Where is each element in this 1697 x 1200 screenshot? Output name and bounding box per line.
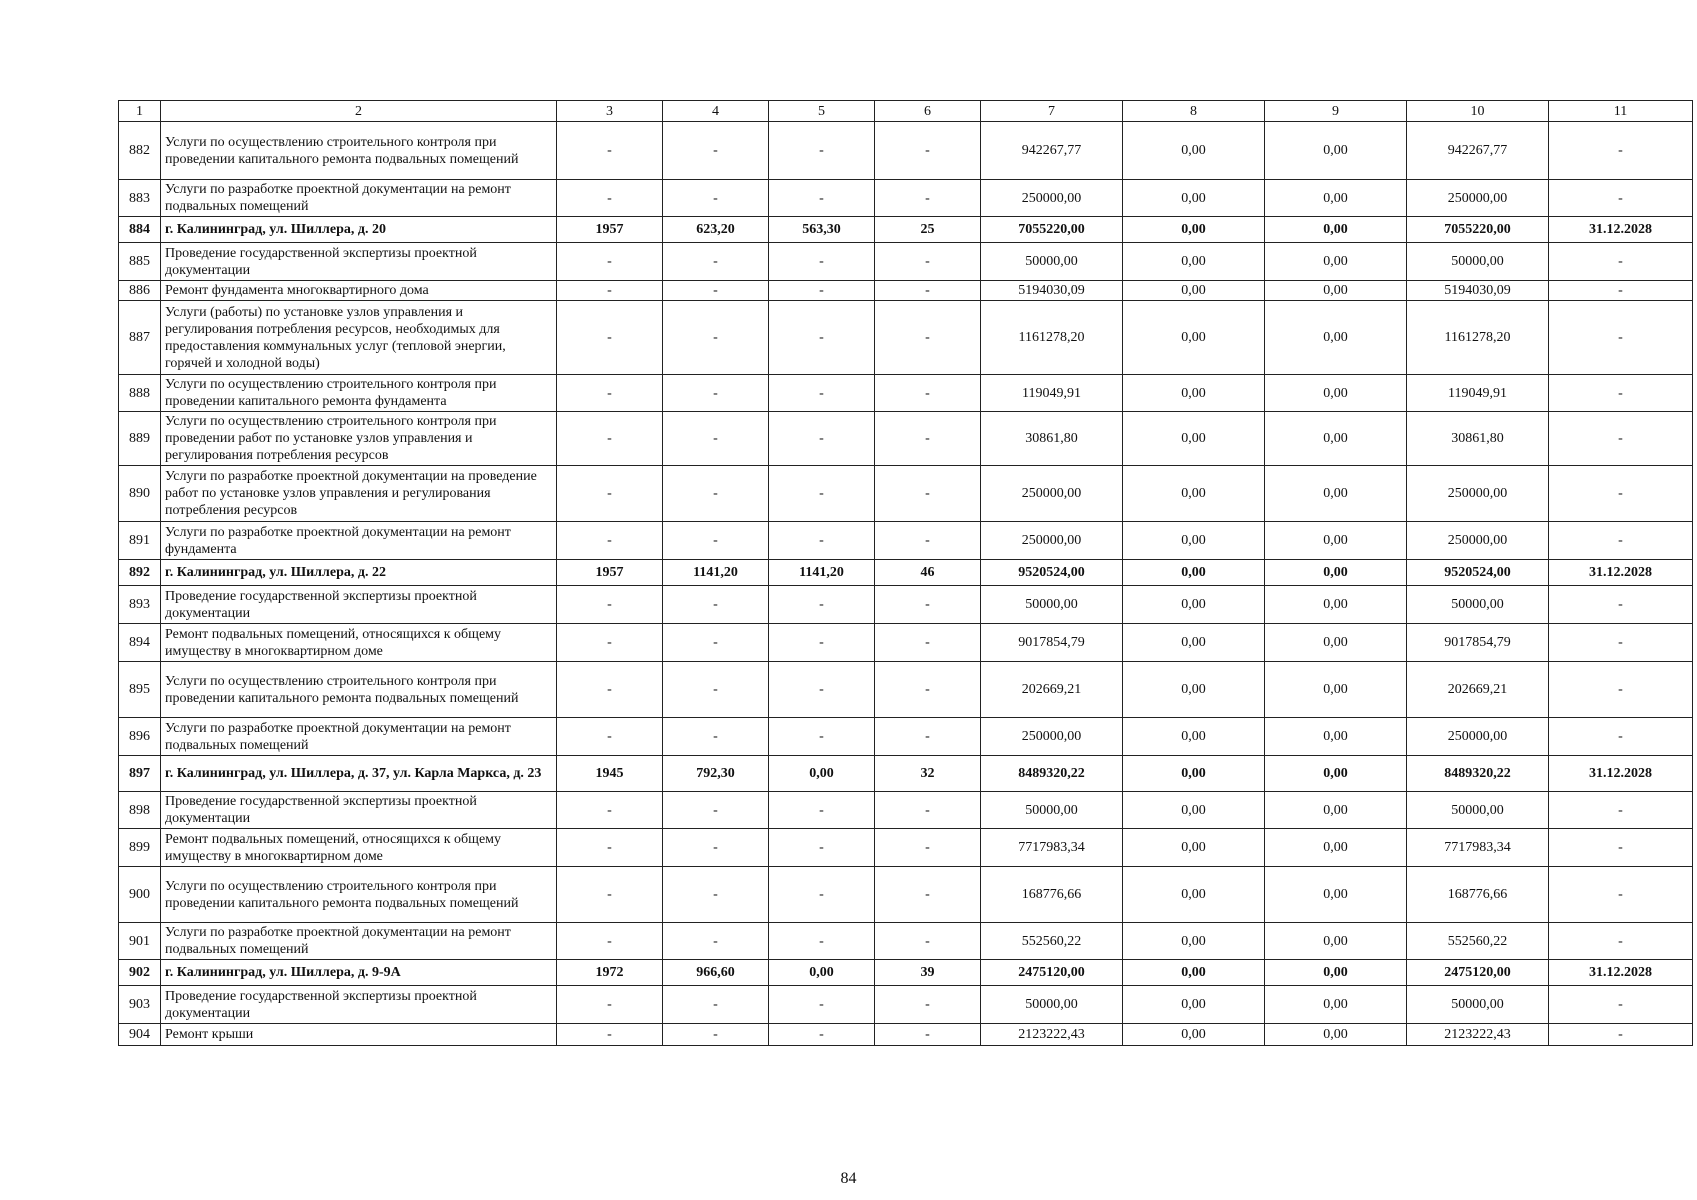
cost-fund-b-cell: 0,00 [1265, 301, 1407, 375]
cost-fund-b-cell: 0,00 [1265, 829, 1407, 867]
cost-fund-b-cell: 0,00 [1265, 281, 1407, 301]
residents-cell: 25 [875, 217, 981, 243]
cost-total-cell: 50000,00 [981, 586, 1123, 624]
area-living-cell: - [769, 792, 875, 829]
area-living-cell: - [769, 522, 875, 560]
work-item-row [119, 122, 1693, 180]
cost-owners-cell: 202669,21 [1407, 662, 1549, 718]
work-item-row [119, 301, 1693, 375]
work-item-row [119, 662, 1693, 718]
residents-cell: - [875, 281, 981, 301]
building-row [119, 756, 1693, 792]
cost-total-cell: 30861,80 [981, 412, 1123, 466]
work-item-row [119, 281, 1693, 301]
row-number-cell: 895 [119, 662, 161, 718]
year-cell: 1972 [557, 960, 663, 986]
cost-fund-b-cell: 0,00 [1265, 624, 1407, 662]
area-total-cell: - [663, 301, 769, 375]
deadline-cell: - [1549, 867, 1693, 923]
cost-fund-b-cell: 0,00 [1265, 122, 1407, 180]
area-living-cell: - [769, 867, 875, 923]
work-item-row [119, 180, 1693, 217]
row-number-cell: 899 [119, 829, 161, 867]
column-number-cell: 8 [1123, 101, 1265, 122]
description-cell: г. Калининград, ул. Шиллера, д. 20 [161, 217, 557, 243]
description-cell: г. Калининград, ул. Шиллера, д. 37, ул. Карла Маркса, д. 23 [161, 756, 557, 792]
cost-fund-a-cell: 0,00 [1123, 122, 1265, 180]
work-item-row [119, 923, 1693, 960]
cost-owners-cell: 552560,22 [1407, 923, 1549, 960]
cost-owners-cell: 50000,00 [1407, 986, 1549, 1024]
area-living-cell: - [769, 375, 875, 412]
row-number-cell: 884 [119, 217, 161, 243]
cost-owners-cell: 7717983,34 [1407, 829, 1549, 867]
cost-fund-a-cell: 0,00 [1123, 986, 1265, 1024]
deadline-cell: 31.12.2028 [1549, 960, 1693, 986]
deadline-cell: - [1549, 301, 1693, 375]
cost-total-cell: 8489320,22 [981, 756, 1123, 792]
cost-fund-a-cell: 0,00 [1123, 960, 1265, 986]
column-number-cell: 1 [119, 101, 161, 122]
deadline-cell: - [1549, 586, 1693, 624]
work-item-row [119, 1024, 1693, 1046]
area-living-cell: - [769, 243, 875, 281]
deadline-cell: - [1549, 1024, 1693, 1046]
deadline-cell: - [1549, 180, 1693, 217]
residents-cell: 39 [875, 960, 981, 986]
description-cell: Проведение государственной экспертизы проектной документации [161, 986, 557, 1024]
deadline-cell: - [1549, 412, 1693, 466]
deadline-cell: 31.12.2028 [1549, 756, 1693, 792]
area-total-cell: - [663, 180, 769, 217]
area-living-cell: - [769, 923, 875, 960]
area-total-cell: - [663, 466, 769, 522]
column-number-cell: 11 [1549, 101, 1693, 122]
cost-fund-a-cell: 0,00 [1123, 1024, 1265, 1046]
residents-cell: - [875, 923, 981, 960]
residents-cell: - [875, 586, 981, 624]
row-number-cell: 888 [119, 375, 161, 412]
year-cell: 1957 [557, 560, 663, 586]
year-cell: - [557, 624, 663, 662]
residents-cell: - [875, 301, 981, 375]
year-cell: - [557, 923, 663, 960]
deadline-cell: - [1549, 522, 1693, 560]
cost-total-cell: 5194030,09 [981, 281, 1123, 301]
row-number-cell: 901 [119, 923, 161, 960]
area-total-cell: 792,30 [663, 756, 769, 792]
area-living-cell: 1141,20 [769, 560, 875, 586]
residents-cell: - [875, 829, 981, 867]
area-total-cell: - [663, 586, 769, 624]
cost-fund-a-cell: 0,00 [1123, 243, 1265, 281]
work-item-row [119, 586, 1693, 624]
area-total-cell: 966,60 [663, 960, 769, 986]
cost-total-cell: 9017854,79 [981, 624, 1123, 662]
work-item-row [119, 412, 1693, 466]
cost-fund-a-cell: 0,00 [1123, 829, 1265, 867]
cost-owners-cell: 50000,00 [1407, 792, 1549, 829]
cost-fund-b-cell: 0,00 [1265, 986, 1407, 1024]
cost-total-cell: 119049,91 [981, 375, 1123, 412]
description-cell: Услуги по осуществлению строительного контроля при проведении капитального ремонта подвальных помещений [161, 122, 557, 180]
work-item-row [119, 624, 1693, 662]
residents-cell: - [875, 522, 981, 560]
residents-cell: - [875, 662, 981, 718]
deadline-cell: - [1549, 792, 1693, 829]
cost-fund-b-cell: 0,00 [1265, 375, 1407, 412]
residents-cell: - [875, 375, 981, 412]
column-number-cell: 5 [769, 101, 875, 122]
description-cell: Услуги по осуществлению строительного контроля при проведении капитального ремонта подвальных помещений [161, 662, 557, 718]
cost-fund-b-cell: 0,00 [1265, 560, 1407, 586]
year-cell: - [557, 281, 663, 301]
cost-fund-b-cell: 0,00 [1265, 718, 1407, 756]
area-total-cell: 623,20 [663, 217, 769, 243]
column-number-cell: 6 [875, 101, 981, 122]
deadline-cell: - [1549, 986, 1693, 1024]
area-living-cell: - [769, 829, 875, 867]
residents-cell: - [875, 243, 981, 281]
cost-owners-cell: 250000,00 [1407, 718, 1549, 756]
deadline-cell: - [1549, 375, 1693, 412]
building-row [119, 217, 1693, 243]
cost-fund-b-cell: 0,00 [1265, 243, 1407, 281]
year-cell: - [557, 586, 663, 624]
cost-owners-cell: 2123222,43 [1407, 1024, 1549, 1046]
residents-cell: - [875, 986, 981, 1024]
description-cell: Проведение государственной экспертизы проектной документации [161, 792, 557, 829]
deadline-cell: - [1549, 718, 1693, 756]
description-cell: Проведение государственной экспертизы проектной документации [161, 243, 557, 281]
cost-total-cell: 1161278,20 [981, 301, 1123, 375]
work-item-row [119, 522, 1693, 560]
cost-fund-b-cell: 0,00 [1265, 522, 1407, 560]
cost-fund-b-cell: 0,00 [1265, 960, 1407, 986]
description-cell: Ремонт подвальных помещений, относящихся к общему имуществу в многоквартирном доме [161, 829, 557, 867]
area-living-cell: - [769, 986, 875, 1024]
cost-total-cell: 942267,77 [981, 122, 1123, 180]
year-cell: - [557, 466, 663, 522]
description-cell: г. Калининград, ул. Шиллера, д. 22 [161, 560, 557, 586]
cost-owners-cell: 5194030,09 [1407, 281, 1549, 301]
year-cell: - [557, 1024, 663, 1046]
area-living-cell: - [769, 122, 875, 180]
residents-cell: - [875, 867, 981, 923]
cost-fund-b-cell: 0,00 [1265, 662, 1407, 718]
area-total-cell: - [663, 792, 769, 829]
area-living-cell: 563,30 [769, 217, 875, 243]
cost-total-cell: 250000,00 [981, 718, 1123, 756]
area-living-cell: 0,00 [769, 960, 875, 986]
area-living-cell: - [769, 586, 875, 624]
cost-owners-cell: 9520524,00 [1407, 560, 1549, 586]
year-cell: - [557, 792, 663, 829]
cost-fund-b-cell: 0,00 [1265, 412, 1407, 466]
cost-owners-cell: 250000,00 [1407, 466, 1549, 522]
cost-total-cell: 202669,21 [981, 662, 1123, 718]
description-cell: Услуги по осуществлению строительного контроля при проведении капитального ремонта фундамента [161, 375, 557, 412]
year-cell: - [557, 122, 663, 180]
deadline-cell: - [1549, 923, 1693, 960]
row-number-cell: 892 [119, 560, 161, 586]
area-living-cell: - [769, 301, 875, 375]
cost-fund-a-cell: 0,00 [1123, 867, 1265, 923]
cost-owners-cell: 250000,00 [1407, 180, 1549, 217]
cost-fund-b-cell: 0,00 [1265, 792, 1407, 829]
description-cell: г. Калининград, ул. Шиллера, д. 9-9А [161, 960, 557, 986]
column-number-cell: 10 [1407, 101, 1549, 122]
deadline-cell: - [1549, 466, 1693, 522]
work-item-row [119, 243, 1693, 281]
area-total-cell: - [663, 522, 769, 560]
cost-owners-cell: 2475120,00 [1407, 960, 1549, 986]
cost-owners-cell: 50000,00 [1407, 243, 1549, 281]
deadline-cell: 31.12.2028 [1549, 560, 1693, 586]
building-row [119, 960, 1693, 986]
cost-fund-b-cell: 0,00 [1265, 923, 1407, 960]
cost-fund-b-cell: 0,00 [1265, 756, 1407, 792]
row-number-cell: 904 [119, 1024, 161, 1046]
row-number-cell: 882 [119, 122, 161, 180]
area-total-cell: - [663, 1024, 769, 1046]
cost-fund-a-cell: 0,00 [1123, 756, 1265, 792]
row-number-cell: 883 [119, 180, 161, 217]
cost-fund-b-cell: 0,00 [1265, 1024, 1407, 1046]
year-cell: - [557, 301, 663, 375]
year-cell: - [557, 662, 663, 718]
cost-owners-cell: 8489320,22 [1407, 756, 1549, 792]
residents-cell: - [875, 792, 981, 829]
year-cell: - [557, 412, 663, 466]
row-number-cell: 889 [119, 412, 161, 466]
deadline-cell: - [1549, 624, 1693, 662]
year-cell: - [557, 243, 663, 281]
area-living-cell: - [769, 412, 875, 466]
work-item-row [119, 829, 1693, 867]
cost-total-cell: 250000,00 [981, 180, 1123, 217]
description-cell: Ремонт фундамента многоквартирного дома [161, 281, 557, 301]
residents-cell: 32 [875, 756, 981, 792]
deadline-cell: - [1549, 122, 1693, 180]
area-living-cell: - [769, 624, 875, 662]
area-living-cell: - [769, 1024, 875, 1046]
area-total-cell: - [663, 923, 769, 960]
cost-total-cell: 250000,00 [981, 522, 1123, 560]
description-cell: Услуги по разработке проектной документации на ремонт подвальных помещений [161, 923, 557, 960]
area-living-cell: 0,00 [769, 756, 875, 792]
cost-fund-b-cell: 0,00 [1265, 180, 1407, 217]
area-total-cell: - [663, 412, 769, 466]
row-number-cell: 887 [119, 301, 161, 375]
row-number-cell: 886 [119, 281, 161, 301]
area-total-cell: - [663, 718, 769, 756]
area-living-cell: - [769, 180, 875, 217]
row-number-cell: 894 [119, 624, 161, 662]
row-number-cell: 900 [119, 867, 161, 923]
column-number-row [119, 101, 1693, 122]
description-cell: Проведение государственной экспертизы проектной документации [161, 586, 557, 624]
column-number-cell: 2 [161, 101, 557, 122]
cost-fund-a-cell: 0,00 [1123, 662, 1265, 718]
area-living-cell: - [769, 281, 875, 301]
column-number-cell: 9 [1265, 101, 1407, 122]
cost-total-cell: 250000,00 [981, 466, 1123, 522]
capital-repair-table [118, 100, 1693, 1046]
area-total-cell: - [663, 662, 769, 718]
area-living-cell: - [769, 718, 875, 756]
year-cell: - [557, 986, 663, 1024]
row-number-cell: 896 [119, 718, 161, 756]
work-item-row [119, 986, 1693, 1024]
cost-total-cell: 50000,00 [981, 243, 1123, 281]
area-total-cell: - [663, 281, 769, 301]
cost-fund-b-cell: 0,00 [1265, 867, 1407, 923]
row-number-cell: 891 [119, 522, 161, 560]
cost-fund-a-cell: 0,00 [1123, 586, 1265, 624]
residents-cell: - [875, 1024, 981, 1046]
column-number-cell: 4 [663, 101, 769, 122]
deadline-cell: 31.12.2028 [1549, 217, 1693, 243]
cost-total-cell: 2123222,43 [981, 1024, 1123, 1046]
cost-fund-a-cell: 0,00 [1123, 301, 1265, 375]
cost-fund-a-cell: 0,00 [1123, 718, 1265, 756]
cost-fund-a-cell: 0,00 [1123, 375, 1265, 412]
residents-cell: - [875, 412, 981, 466]
area-total-cell: - [663, 375, 769, 412]
work-item-row [119, 792, 1693, 829]
cost-total-cell: 50000,00 [981, 986, 1123, 1024]
cost-owners-cell: 1161278,20 [1407, 301, 1549, 375]
cost-total-cell: 50000,00 [981, 792, 1123, 829]
area-living-cell: - [769, 662, 875, 718]
cost-owners-cell: 50000,00 [1407, 586, 1549, 624]
residents-cell: 46 [875, 560, 981, 586]
row-number-cell: 903 [119, 986, 161, 1024]
description-cell: Ремонт крыши [161, 1024, 557, 1046]
cost-total-cell: 2475120,00 [981, 960, 1123, 986]
row-number-cell: 897 [119, 756, 161, 792]
description-cell: Услуги по разработке проектной документации на ремонт подвальных помещений [161, 180, 557, 217]
cost-fund-a-cell: 0,00 [1123, 466, 1265, 522]
cost-fund-a-cell: 0,00 [1123, 522, 1265, 560]
residents-cell: - [875, 624, 981, 662]
area-total-cell: - [663, 122, 769, 180]
year-cell: - [557, 718, 663, 756]
cost-fund-a-cell: 0,00 [1123, 624, 1265, 662]
row-number-cell: 893 [119, 586, 161, 624]
residents-cell: - [875, 718, 981, 756]
cost-fund-a-cell: 0,00 [1123, 217, 1265, 243]
cost-owners-cell: 942267,77 [1407, 122, 1549, 180]
deadline-cell: - [1549, 662, 1693, 718]
row-number-cell: 885 [119, 243, 161, 281]
cost-total-cell: 9520524,00 [981, 560, 1123, 586]
cost-fund-a-cell: 0,00 [1123, 923, 1265, 960]
building-row [119, 560, 1693, 586]
cost-owners-cell: 250000,00 [1407, 522, 1549, 560]
description-cell: Услуги по разработке проектной документации на проведение работ по установке узлов управления и регулирования потребления ресурсов [161, 466, 557, 522]
area-total-cell: - [663, 986, 769, 1024]
cost-fund-a-cell: 0,00 [1123, 180, 1265, 217]
area-total-cell: 1141,20 [663, 560, 769, 586]
cost-total-cell: 7717983,34 [981, 829, 1123, 867]
work-item-row [119, 466, 1693, 522]
work-item-row [119, 718, 1693, 756]
area-total-cell: - [663, 624, 769, 662]
row-number-cell: 898 [119, 792, 161, 829]
cost-fund-a-cell: 0,00 [1123, 792, 1265, 829]
row-number-cell: 902 [119, 960, 161, 986]
cost-total-cell: 168776,66 [981, 867, 1123, 923]
cost-fund-b-cell: 0,00 [1265, 586, 1407, 624]
document-sheet [118, 100, 1652, 1046]
cost-total-cell: 552560,22 [981, 923, 1123, 960]
description-cell: Ремонт подвальных помещений, относящихся к общему имуществу в многоквартирном доме [161, 624, 557, 662]
residents-cell: - [875, 466, 981, 522]
page-number: 84 [840, 1170, 857, 1187]
year-cell: - [557, 180, 663, 217]
description-cell: Услуги по осуществлению строительного контроля при проведении работ по установке узлов управления и регулирования потребления ресурсов [161, 412, 557, 466]
year-cell: - [557, 522, 663, 560]
work-item-row [119, 375, 1693, 412]
cost-fund-b-cell: 0,00 [1265, 466, 1407, 522]
description-cell: Услуги (работы) по установке узлов управления и регулирования потребления ресурсов, необходимых для предоставления коммунальных услуг (тепловой энергии, горячей и холодной воды) [161, 301, 557, 375]
cost-fund-a-cell: 0,00 [1123, 281, 1265, 301]
area-living-cell: - [769, 466, 875, 522]
cost-total-cell: 7055220,00 [981, 217, 1123, 243]
cost-owners-cell: 7055220,00 [1407, 217, 1549, 243]
column-number-cell: 7 [981, 101, 1123, 122]
residents-cell: - [875, 122, 981, 180]
row-number-cell: 890 [119, 466, 161, 522]
description-cell: Услуги по разработке проектной документации на ремонт фундамента [161, 522, 557, 560]
deadline-cell: - [1549, 281, 1693, 301]
year-cell: 1945 [557, 756, 663, 792]
column-number-cell: 3 [557, 101, 663, 122]
cost-owners-cell: 9017854,79 [1407, 624, 1549, 662]
cost-fund-a-cell: 0,00 [1123, 560, 1265, 586]
deadline-cell: - [1549, 243, 1693, 281]
year-cell: - [557, 375, 663, 412]
year-cell: 1957 [557, 217, 663, 243]
area-total-cell: - [663, 829, 769, 867]
year-cell: - [557, 867, 663, 923]
cost-fund-a-cell: 0,00 [1123, 412, 1265, 466]
cost-owners-cell: 119049,91 [1407, 375, 1549, 412]
description-cell: Услуги по разработке проектной документации на ремонт подвальных помещений [161, 718, 557, 756]
table-body [119, 101, 1693, 1046]
area-total-cell: - [663, 867, 769, 923]
year-cell: - [557, 829, 663, 867]
area-total-cell: - [663, 243, 769, 281]
residents-cell: - [875, 180, 981, 217]
work-item-row [119, 867, 1693, 923]
cost-owners-cell: 168776,66 [1407, 867, 1549, 923]
deadline-cell: - [1549, 829, 1693, 867]
cost-owners-cell: 30861,80 [1407, 412, 1549, 466]
description-cell: Услуги по осуществлению строительного контроля при проведении капитального ремонта подвальных помещений [161, 867, 557, 923]
cost-fund-b-cell: 0,00 [1265, 217, 1407, 243]
